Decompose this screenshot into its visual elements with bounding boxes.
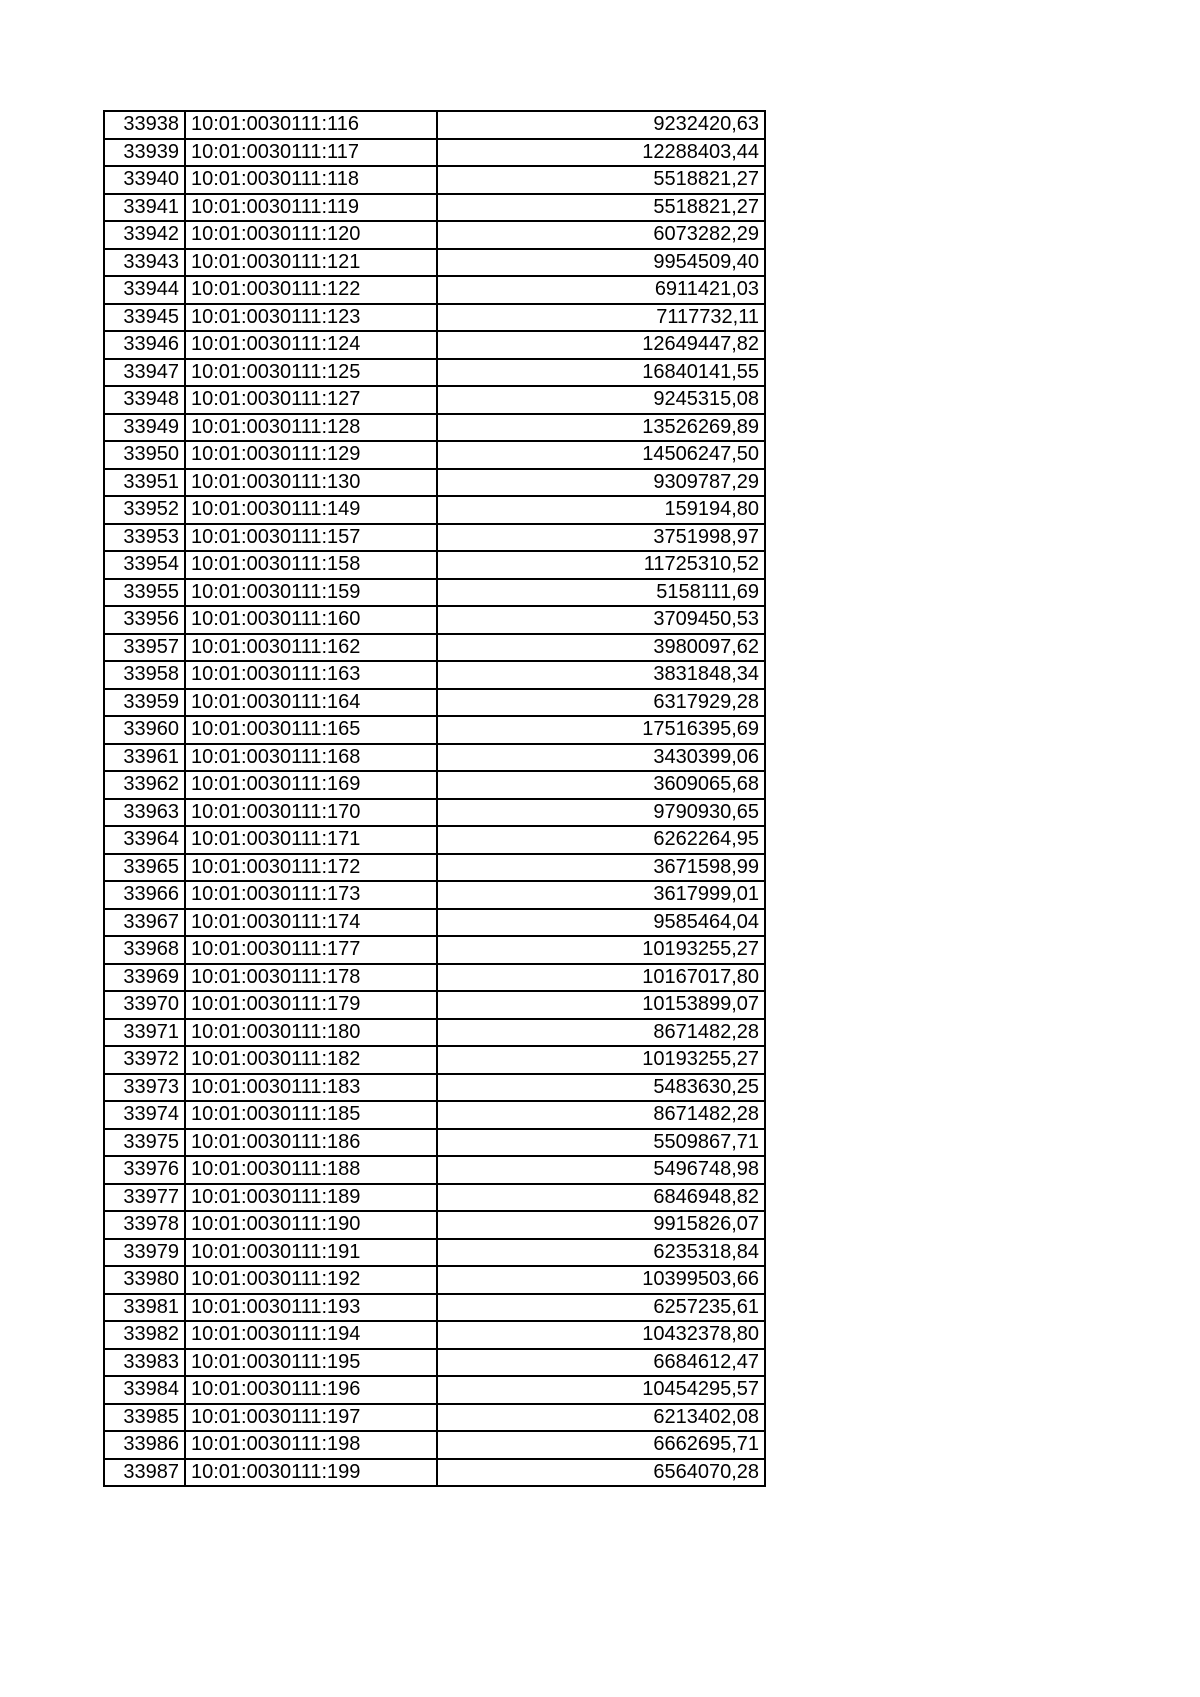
- table-row: [104, 579, 765, 607]
- row-number-cell: 33938: [104, 111, 185, 139]
- cadastral-value-cell: 6213402,08: [437, 1404, 765, 1432]
- cadastral-value-cell: 9585464,04: [437, 909, 765, 937]
- table-row: [104, 249, 765, 277]
- cadastral-value-cell: 9309787,29: [437, 469, 765, 497]
- row-number-cell: 33979: [104, 1239, 185, 1267]
- cadastral-number-cell: 10:01:0030111:158: [185, 551, 437, 579]
- row-number-cell: 33964: [104, 826, 185, 854]
- table-row: [104, 359, 765, 387]
- cadastral-number-cell: 10:01:0030111:190: [185, 1211, 437, 1239]
- cadastral-value-cell: 9915826,07: [437, 1211, 765, 1239]
- cadastral-value-cell: 3751998,97: [437, 524, 765, 552]
- cadastral-number-cell: 10:01:0030111:124: [185, 331, 437, 359]
- row-number-cell: 33987: [104, 1459, 185, 1487]
- table-row: [104, 1211, 765, 1239]
- table-row: [104, 1431, 765, 1459]
- cadastral-number-cell: 10:01:0030111:198: [185, 1431, 437, 1459]
- cadastral-number-cell: 10:01:0030111:119: [185, 194, 437, 222]
- cadastral-number-cell: 10:01:0030111:165: [185, 716, 437, 744]
- row-number-cell: 33942: [104, 221, 185, 249]
- cadastral-value-cell: 3609065,68: [437, 771, 765, 799]
- cadastral-number-cell: 10:01:0030111:171: [185, 826, 437, 854]
- table-row: [104, 1019, 765, 1047]
- cadastral-number-cell: 10:01:0030111:180: [185, 1019, 437, 1047]
- cadastral-number-cell: 10:01:0030111:125: [185, 359, 437, 387]
- cadastral-number-cell: 10:01:0030111:117: [185, 139, 437, 167]
- row-number-cell: 33984: [104, 1376, 185, 1404]
- table-row: [104, 1239, 765, 1267]
- cadastral-number-cell: 10:01:0030111:182: [185, 1046, 437, 1074]
- cadastral-value-table: [103, 110, 766, 1487]
- cadastral-value-cell: 5518821,27: [437, 194, 765, 222]
- table-row: [104, 1459, 765, 1487]
- table-row: [104, 799, 765, 827]
- cadastral-value-cell: 7117732,11: [437, 304, 765, 332]
- row-number-cell: 33980: [104, 1266, 185, 1294]
- cadastral-value-cell: 3709450,53: [437, 606, 765, 634]
- cadastral-number-cell: 10:01:0030111:163: [185, 661, 437, 689]
- cadastral-number-cell: 10:01:0030111:162: [185, 634, 437, 662]
- table-row: [104, 304, 765, 332]
- cadastral-number-cell: 10:01:0030111:157: [185, 524, 437, 552]
- cadastral-value-cell: 5518821,27: [437, 166, 765, 194]
- row-number-cell: 33939: [104, 139, 185, 167]
- row-number-cell: 33981: [104, 1294, 185, 1322]
- cadastral-value-cell: 6684612,47: [437, 1349, 765, 1377]
- cadastral-number-cell: 10:01:0030111:169: [185, 771, 437, 799]
- table-row: [104, 744, 765, 772]
- cadastral-number-cell: 10:01:0030111:122: [185, 276, 437, 304]
- row-number-cell: 33953: [104, 524, 185, 552]
- table-row: [104, 276, 765, 304]
- cadastral-number-cell: 10:01:0030111:130: [185, 469, 437, 497]
- cadastral-value-cell: 6257235,61: [437, 1294, 765, 1322]
- table-row: [104, 331, 765, 359]
- cadastral-number-cell: 10:01:0030111:118: [185, 166, 437, 194]
- cadastral-value-cell: 12649447,82: [437, 331, 765, 359]
- cadastral-number-cell: 10:01:0030111:149: [185, 496, 437, 524]
- row-number-cell: 33965: [104, 854, 185, 882]
- row-number-cell: 33986: [104, 1431, 185, 1459]
- row-number-cell: 33976: [104, 1156, 185, 1184]
- cadastral-number-cell: 10:01:0030111:194: [185, 1321, 437, 1349]
- table-row: [104, 881, 765, 909]
- cadastral-number-cell: 10:01:0030111:193: [185, 1294, 437, 1322]
- table-row: [104, 1156, 765, 1184]
- table-row: [104, 661, 765, 689]
- cadastral-number-cell: 10:01:0030111:177: [185, 936, 437, 964]
- cadastral-number-cell: 10:01:0030111:127: [185, 386, 437, 414]
- row-number-cell: 33977: [104, 1184, 185, 1212]
- cadastral-value-cell: 10432378,80: [437, 1321, 765, 1349]
- cadastral-value-cell: 13526269,89: [437, 414, 765, 442]
- row-number-cell: 33966: [104, 881, 185, 909]
- cadastral-value-cell: 6317929,28: [437, 689, 765, 717]
- cadastral-value-cell: 9232420,63: [437, 111, 765, 139]
- cadastral-value-cell: 9790930,65: [437, 799, 765, 827]
- row-number-cell: 33952: [104, 496, 185, 524]
- row-number-cell: 33963: [104, 799, 185, 827]
- table-row: [104, 469, 765, 497]
- cadastral-value-cell: 6073282,29: [437, 221, 765, 249]
- cadastral-number-cell: 10:01:0030111:164: [185, 689, 437, 717]
- table-row: [104, 1101, 765, 1129]
- table-row: [104, 1046, 765, 1074]
- row-number-cell: 33957: [104, 634, 185, 662]
- row-number-cell: 33944: [104, 276, 185, 304]
- table-row: [104, 414, 765, 442]
- cadastral-number-cell: 10:01:0030111:178: [185, 964, 437, 992]
- cadastral-number-cell: 10:01:0030111:160: [185, 606, 437, 634]
- cadastral-number-cell: 10:01:0030111:197: [185, 1404, 437, 1432]
- row-number-cell: 33960: [104, 716, 185, 744]
- cadastral-number-cell: 10:01:0030111:186: [185, 1129, 437, 1157]
- row-number-cell: 33982: [104, 1321, 185, 1349]
- row-number-cell: 33985: [104, 1404, 185, 1432]
- cadastral-number-cell: 10:01:0030111:199: [185, 1459, 437, 1487]
- cadastral-value-cell: 6235318,84: [437, 1239, 765, 1267]
- table-row: [104, 1184, 765, 1212]
- cadastral-number-cell: 10:01:0030111:192: [185, 1266, 437, 1294]
- cadastral-value-cell: 5509867,71: [437, 1129, 765, 1157]
- row-number-cell: 33951: [104, 469, 185, 497]
- cadastral-value-cell: 10193255,27: [437, 936, 765, 964]
- row-number-cell: 33971: [104, 1019, 185, 1047]
- cadastral-value-cell: 3617999,01: [437, 881, 765, 909]
- table-row: [104, 496, 765, 524]
- cadastral-value-cell: 17516395,69: [437, 716, 765, 744]
- row-number-cell: 33961: [104, 744, 185, 772]
- table-row: [104, 991, 765, 1019]
- cadastral-number-cell: 10:01:0030111:123: [185, 304, 437, 332]
- table-row: [104, 1321, 765, 1349]
- table-row: [104, 689, 765, 717]
- table-row: [104, 1074, 765, 1102]
- row-number-cell: 33955: [104, 579, 185, 607]
- table-row: [104, 1294, 765, 1322]
- row-number-cell: 33943: [104, 249, 185, 277]
- cadastral-value-cell: 6564070,28: [437, 1459, 765, 1487]
- cadastral-value-cell: 10193255,27: [437, 1046, 765, 1074]
- cadastral-value-cell: 6911421,03: [437, 276, 765, 304]
- cadastral-value-cell: 159194,80: [437, 496, 765, 524]
- row-number-cell: 33959: [104, 689, 185, 717]
- table-row: [104, 964, 765, 992]
- cadastral-number-cell: 10:01:0030111:121: [185, 249, 437, 277]
- table-row: [104, 606, 765, 634]
- cadastral-number-cell: 10:01:0030111:116: [185, 111, 437, 139]
- table-row: [104, 771, 765, 799]
- row-number-cell: 33954: [104, 551, 185, 579]
- row-number-cell: 33941: [104, 194, 185, 222]
- cadastral-number-cell: 10:01:0030111:195: [185, 1349, 437, 1377]
- cadastral-number-cell: 10:01:0030111:183: [185, 1074, 437, 1102]
- cadastral-value-cell: 5483630,25: [437, 1074, 765, 1102]
- table-row: [104, 634, 765, 662]
- cadastral-number-cell: 10:01:0030111:120: [185, 221, 437, 249]
- row-number-cell: 33983: [104, 1349, 185, 1377]
- row-number-cell: 33948: [104, 386, 185, 414]
- cadastral-number-cell: 10:01:0030111:191: [185, 1239, 437, 1267]
- table-row: [104, 909, 765, 937]
- cadastral-number-cell: 10:01:0030111:179: [185, 991, 437, 1019]
- cadastral-value-cell: 6662695,71: [437, 1431, 765, 1459]
- cadastral-value-cell: 10153899,07: [437, 991, 765, 1019]
- row-number-cell: 33973: [104, 1074, 185, 1102]
- cadastral-value-cell: 11725310,52: [437, 551, 765, 579]
- table-row: [104, 386, 765, 414]
- cadastral-value-cell: 6846948,82: [437, 1184, 765, 1212]
- table-row: [104, 441, 765, 469]
- cadastral-value-cell: 10167017,80: [437, 964, 765, 992]
- cadastral-number-cell: 10:01:0030111:128: [185, 414, 437, 442]
- cadastral-value-cell: 14506247,50: [437, 441, 765, 469]
- cadastral-value-cell: 16840141,55: [437, 359, 765, 387]
- cadastral-value-cell: 3430399,06: [437, 744, 765, 772]
- cadastral-number-cell: 10:01:0030111:172: [185, 854, 437, 882]
- row-number-cell: 33940: [104, 166, 185, 194]
- table-row: [104, 826, 765, 854]
- cadastral-value-cell: 10454295,57: [437, 1376, 765, 1404]
- table-row: [104, 1349, 765, 1377]
- row-number-cell: 33947: [104, 359, 185, 387]
- row-number-cell: 33967: [104, 909, 185, 937]
- cadastral-value-cell: 12288403,44: [437, 139, 765, 167]
- cadastral-value-cell: 8671482,28: [437, 1019, 765, 1047]
- table-row: [104, 194, 765, 222]
- table-row: [104, 221, 765, 249]
- table-row: [104, 936, 765, 964]
- table-row: [104, 1129, 765, 1157]
- table-row: [104, 111, 765, 139]
- table-row: [104, 716, 765, 744]
- cadastral-number-cell: 10:01:0030111:174: [185, 909, 437, 937]
- row-number-cell: 33975: [104, 1129, 185, 1157]
- row-number-cell: 33945: [104, 304, 185, 332]
- table-row: [104, 1404, 765, 1432]
- table-row: [104, 854, 765, 882]
- cadastral-value-cell: 10399503,66: [437, 1266, 765, 1294]
- cadastral-number-cell: 10:01:0030111:188: [185, 1156, 437, 1184]
- row-number-cell: 33970: [104, 991, 185, 1019]
- table-row: [104, 166, 765, 194]
- table-row: [104, 1376, 765, 1404]
- table-row: [104, 524, 765, 552]
- cadastral-value-cell: 5496748,98: [437, 1156, 765, 1184]
- cadastral-value-cell: 8671482,28: [437, 1101, 765, 1129]
- row-number-cell: 33958: [104, 661, 185, 689]
- cadastral-value-cell: 5158111,69: [437, 579, 765, 607]
- table-row: [104, 139, 765, 167]
- cadastral-number-cell: 10:01:0030111:170: [185, 799, 437, 827]
- row-number-cell: 33974: [104, 1101, 185, 1129]
- cadastral-value-cell: 9245315,08: [437, 386, 765, 414]
- table-row: [104, 1266, 765, 1294]
- row-number-cell: 33949: [104, 414, 185, 442]
- cadastral-value-cell: 3671598,99: [437, 854, 765, 882]
- row-number-cell: 33956: [104, 606, 185, 634]
- cadastral-value-cell: 6262264,95: [437, 826, 765, 854]
- cadastral-value-cell: 9954509,40: [437, 249, 765, 277]
- cadastral-value-cell: 3980097,62: [437, 634, 765, 662]
- row-number-cell: 33962: [104, 771, 185, 799]
- cadastral-number-cell: 10:01:0030111:159: [185, 579, 437, 607]
- cadastral-number-cell: 10:01:0030111:189: [185, 1184, 437, 1212]
- row-number-cell: 33946: [104, 331, 185, 359]
- cadastral-number-cell: 10:01:0030111:168: [185, 744, 437, 772]
- cadastral-number-cell: 10:01:0030111:173: [185, 881, 437, 909]
- table-row: [104, 551, 765, 579]
- row-number-cell: 33968: [104, 936, 185, 964]
- row-number-cell: 33972: [104, 1046, 185, 1074]
- row-number-cell: 33950: [104, 441, 185, 469]
- row-number-cell: 33969: [104, 964, 185, 992]
- cadastral-number-cell: 10:01:0030111:185: [185, 1101, 437, 1129]
- cadastral-number-cell: 10:01:0030111:129: [185, 441, 437, 469]
- cadastral-value-cell: 3831848,34: [437, 661, 765, 689]
- row-number-cell: 33978: [104, 1211, 185, 1239]
- table-body: [104, 111, 765, 1486]
- cadastral-number-cell: 10:01:0030111:196: [185, 1376, 437, 1404]
